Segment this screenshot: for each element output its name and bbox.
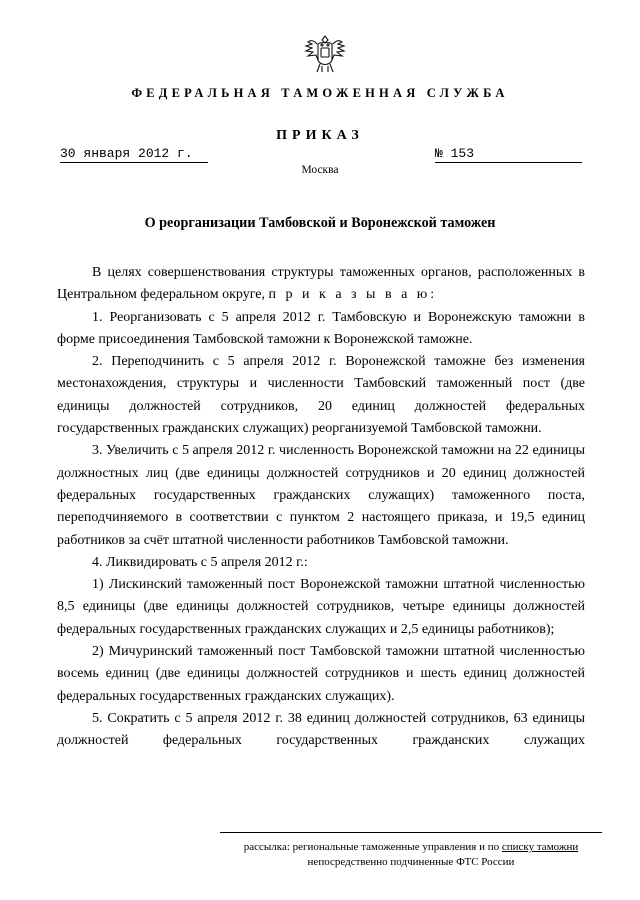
- paragraph-1: 1. Реорганизовать с 5 апреля 2012 г. Тамбовскую и Воронежскую таможни в форме присоединения Тамбовской таможни к Воронежской таможне.: [57, 309, 585, 347]
- paragraph-2: 2. Переподчинить с 5 апреля 2012 г. Воронежской таможне без изменения местонахождения, структуры и численности Тамбовский таможенный пост (две единицы должностей сотрудников, 20 единиц должностей федеральных государственных гражданских служащих) реорганизуемой Тамбовской таможни.: [57, 354, 585, 437]
- city: Москва: [301, 164, 339, 176]
- order-subject: О реорганизации Тамбовской и Воронежской таможен: [144, 215, 496, 231]
- russian-coat-of-arms-icon: [300, 30, 350, 80]
- intro-text: В целях совершенствования структуры таможенных органов, расположенных в Центральном федеральном округе,: [57, 265, 585, 303]
- order-number: № 153: [435, 146, 582, 163]
- document-type: ПРИКАЗ: [276, 128, 364, 143]
- order-body: [57, 262, 585, 753]
- footer-divider: [220, 832, 602, 833]
- paragraph-intro: [57, 262, 585, 307]
- agency-name: ФЕДЕРАЛЬНАЯ ТАМОЖЕННАЯ СЛУЖБА: [131, 86, 509, 100]
- distribution-line-2: непосредственно подчиненные ФТС России: [307, 856, 515, 868]
- distribution-list-link: списку таможни: [501, 841, 579, 853]
- distribution-line-1: [220, 840, 602, 855]
- paragraph-4: 4. Ликвидировать с 5 апреля 2012 г.:: [92, 554, 308, 570]
- paragraph-4-2: 2) Мичуринский таможенный пост Тамбовской таможни штатной численностью восемь единиц (две единицы должностей сотрудников и шесть единиц должностей федеральных государственных гражданских служащих).: [57, 644, 585, 704]
- distribution-note: [220, 840, 602, 870]
- distribution-prefix: рассылка: региональные таможенные управления и по: [243, 841, 500, 853]
- paragraph-3: 3. Увеличить с 5 апреля 2012 г. численность Воронежской таможни на 22 единицы должностных лиц (две единицы должностей сотрудников и 20 единиц должностей федеральных государственных гражданских служащих) таможенного поста, переподчиняемого в соответствии с пунктом 2 настоящего приказа, и 19,5 единиц работников за счёт штатной численности работников Тамбовской таможни.: [57, 443, 585, 548]
- paragraph-4-1: 1) Лискинский таможенный пост Воронежской таможни штатной численностью 8,5 единицы (две единицы должностей сотрудников, четыре единицы должностей федеральных государственных гражданских служащих и 2,5 единицы работников);: [57, 577, 585, 637]
- paragraph-5: 5. Сократить с 5 апреля 2012 г. 38 единиц должностей сотрудников, 63 единицы должностей федеральных государственных гражданских служащих: [57, 710, 585, 749]
- order-date: 30 января 2012 г.: [60, 146, 208, 163]
- intro-command: п р и к а з ы в а ю:: [268, 287, 438, 303]
